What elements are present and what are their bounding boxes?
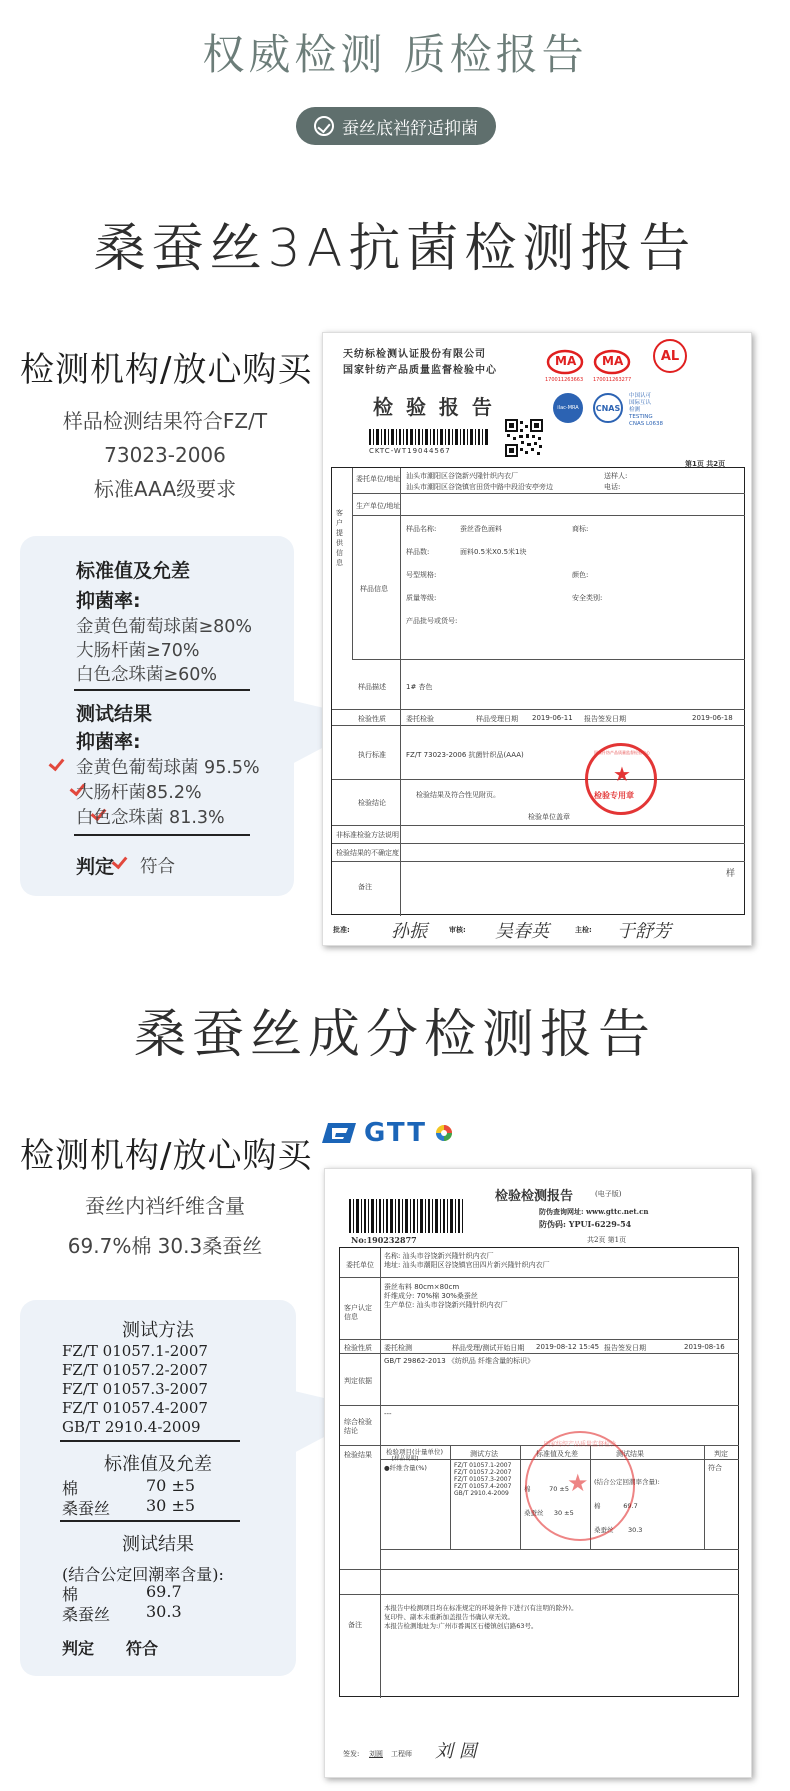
client-address: 汕头市潮阳区谷饶镇官田货中路中段沿安亭旁边	[406, 483, 553, 491]
table-row	[352, 516, 745, 660]
spec-label: 号型规格:	[406, 571, 437, 579]
res-item: 白色念珠菌 81.3%	[76, 808, 225, 828]
std-value: FZ/T 73023-2006 抗菌针织品(AAA)	[406, 751, 524, 759]
table-row	[332, 660, 745, 710]
gtt-mark-icon	[322, 1121, 356, 1145]
verdict-value: 符合	[126, 1639, 159, 1658]
antibacterial-card	[20, 536, 294, 896]
result-value: (结合公定回潮率含量):	[594, 1478, 660, 1486]
uncert-label: 检验结果的不确定度	[336, 849, 399, 857]
col-std: 标准值及允差	[536, 1450, 578, 1458]
feature-pill	[296, 107, 496, 145]
method-title: 测试方法	[122, 1320, 194, 1341]
std-sub: 抑菌率:	[76, 590, 141, 612]
concl-value: ---	[384, 1410, 392, 1418]
phone-label: 电话:	[604, 483, 621, 491]
client-value: 汕头市潮阳区谷饶新兴隆针织内衣厂	[406, 472, 518, 480]
client-label: 委托单位/地址	[356, 475, 401, 483]
desc-value: 1# 杏色	[406, 683, 433, 691]
sign-name: 刘圆	[369, 1750, 383, 1758]
doc-title: 检 验 报 告	[373, 395, 495, 419]
method-item: FZ/T 01057.3-2007	[62, 1380, 208, 1398]
result-label: 检验结果	[344, 1451, 372, 1459]
res-note: (结合公定回潮率含量):	[62, 1565, 224, 1584]
main-signature: 于舒芳	[617, 921, 671, 942]
recv-label: 样品受理/测试开始日期	[452, 1344, 525, 1352]
gtt-logo-text: GTT	[364, 1118, 427, 1148]
result-value: 桑蚕丝 30.3	[594, 1526, 643, 1534]
approve-signature: 孙振	[391, 921, 427, 942]
ma-number: 170011263277	[593, 377, 632, 383]
info-label: 客户认定信息	[344, 1304, 372, 1321]
desc-line: 样品检测结果符合FZ/T	[62, 409, 268, 433]
qty-label: 样品数:	[406, 548, 430, 556]
inspection-stamp	[525, 1431, 635, 1541]
cnas-line: 国际互认	[629, 400, 652, 406]
client-label: 委托单位	[346, 1261, 374, 1269]
judge-value: 符合	[708, 1464, 722, 1472]
gtt-logo	[322, 1118, 453, 1148]
main-label: 主检:	[575, 926, 592, 934]
res-sub: 抑菌率:	[76, 731, 141, 753]
report-number: No:190232877	[351, 1235, 417, 1245]
concl-value: 检验结果及符合性见附页。	[416, 791, 500, 799]
verdict-value: 符合	[140, 857, 175, 877]
divider	[60, 1520, 240, 1522]
star-icon: ★	[613, 762, 631, 786]
maker-label: 生产单位/地址	[356, 502, 401, 510]
ma-number: 170011263663	[545, 377, 584, 383]
check-circle-icon	[314, 116, 334, 136]
composition-card	[20, 1300, 296, 1676]
cnas-text	[629, 393, 663, 428]
org-name-2: 国家针纺产品质量监督检验中心	[343, 365, 497, 376]
ma-mark: MA	[555, 354, 577, 368]
type-label: 检验性质	[358, 715, 386, 723]
method-item: GB/T 2910.4-2009	[62, 1418, 201, 1436]
section1-title: 桑蚕丝3A抗菌检测报告	[93, 219, 697, 279]
org-name: 天纺标检测认证股份有限公司	[343, 349, 486, 360]
remark-line: 本报告检测地址为:广州市番禺区石楼镇创启路63号。	[384, 1622, 538, 1630]
section1-agency: 检测机构/放心购买	[20, 350, 313, 390]
nonstd-label: 非标准检验方法说明	[336, 831, 399, 839]
side-char: 样	[726, 869, 736, 879]
issue-value: 2019-06-18	[692, 714, 733, 722]
method-value: FZ/T 01057.3-2007	[454, 1476, 512, 1483]
res-value: 30.3	[146, 1602, 182, 1621]
divider	[60, 1440, 240, 1442]
method-value: FZ/T 01057.4-2007	[454, 1483, 512, 1490]
result-value: 棉 69.7	[594, 1502, 638, 1510]
qr-code	[505, 419, 543, 457]
client-group-label: 客户提供信息	[336, 509, 343, 567]
remark-line: 复印件、副本未重新加盖报告书确认章无效。	[384, 1613, 514, 1621]
method-value: FZ/T 01057.1-2007	[454, 1462, 512, 1469]
table-line	[400, 808, 401, 916]
divider	[74, 689, 250, 691]
col-judge: 判定	[714, 1450, 728, 1458]
qty-value: 面料0.5米X0.5米1块	[460, 548, 527, 556]
stamp-ring-text: 国家针纺产品质量监督检验中心	[594, 750, 650, 755]
remark-line: 本报告中检测项目均在标准规定的环境条件下进行(有注明的除外)。	[384, 1604, 578, 1612]
issue-label: 报告签发日期	[604, 1344, 646, 1352]
type-value: 委托检测	[384, 1344, 412, 1352]
stamp-ring-text: 国家纺织产品质量监督检验	[543, 1441, 616, 1448]
safety-label: 安全类别:	[572, 594, 603, 602]
method-item: FZ/T 01057.1-2007	[62, 1342, 208, 1360]
section1-desc	[20, 404, 310, 506]
res-item: 大肠杆菌85.2%	[76, 783, 202, 803]
std-value: 70 ±5	[146, 1476, 196, 1495]
concl-label: 综合检验结论	[344, 1418, 372, 1435]
color-label: 颜色:	[572, 571, 589, 579]
cnas-logo: CNAS	[593, 393, 623, 423]
info-label: 样品信息	[360, 585, 388, 593]
inspection-stamp	[585, 743, 657, 815]
method-value: GB/T 2910.4-2009	[454, 1490, 509, 1497]
info-line: 纤维成分: 70%棉 30%桑蚕丝	[384, 1292, 478, 1300]
method-item: FZ/T 01057.2-2007	[62, 1361, 208, 1379]
res-name: 桑蚕丝	[62, 1605, 111, 1624]
sign-label: 签发:	[343, 1750, 360, 1758]
brand-label: 商标:	[572, 525, 589, 533]
barcode	[369, 429, 489, 445]
page-number: 第1页 共2页	[685, 460, 726, 468]
std-name: 棉	[62, 1479, 79, 1498]
res-name: 棉	[62, 1585, 79, 1604]
stamp-text: 检验专用章	[594, 791, 634, 800]
verdict-label: 判定	[62, 1639, 95, 1658]
cnas-line: 检测	[629, 407, 641, 413]
section2-title: 桑蚕丝成分检测报告	[133, 1005, 656, 1065]
star-icon: ★	[567, 1469, 589, 1497]
std-item: 白色念珠菌≥60%	[76, 665, 218, 685]
desc-line: 标准AAA级要求	[93, 477, 237, 501]
antibacterial-report-document	[322, 332, 752, 946]
remarks	[384, 1604, 578, 1631]
desc-line: 蚕丝内裆纤维含量	[85, 1194, 245, 1218]
desc-line: 69.7%棉 30.3桑蚕丝	[67, 1234, 263, 1258]
remark-label: 备注	[358, 883, 372, 891]
item-value: ●纤维含量(%)	[384, 1464, 427, 1472]
std-item: 大肠杆菌≥70%	[76, 641, 200, 661]
contact-label: 送样人:	[604, 472, 628, 480]
res-item: 金黄色葡萄球菌 95.5%	[76, 758, 260, 778]
basis-value: GB/T 29862-2013 《纺织品 纤维含量的标识》	[384, 1357, 535, 1365]
std-item: 金黄色葡萄球菌≥80%	[76, 617, 253, 637]
ma-mark: MA	[602, 354, 624, 368]
cnas-line: TESTING	[629, 414, 653, 420]
review-signature: 吴春英	[495, 921, 549, 942]
report-table	[331, 467, 745, 915]
name-value: 蚕丝香色面料	[460, 525, 502, 533]
table-row	[340, 1550, 739, 1570]
res-value: 69.7	[146, 1582, 182, 1601]
table-row	[340, 1594, 739, 1595]
query-url: 防伪查询网址: www.gttc.net.cn	[539, 1207, 649, 1216]
recv-value: 2019-06-11	[532, 714, 573, 722]
check-icon	[48, 756, 64, 772]
barcode	[349, 1199, 469, 1233]
std-label: 执行标准	[358, 751, 386, 759]
ilac-logo: ilac-MRA	[553, 393, 583, 423]
recv-label: 样品受理日期	[476, 715, 518, 723]
col-method: 测试方法	[470, 1450, 498, 1458]
cal-mark: AL	[653, 339, 687, 373]
cnas-line: 中国认可	[629, 393, 652, 399]
method-item: FZ/T 01057.4-2007	[62, 1399, 208, 1417]
std-title: 标准值及允差	[76, 560, 191, 582]
std-name: 桑蚕丝	[62, 1499, 111, 1518]
gtt-color-wheel-icon	[435, 1124, 453, 1142]
desc-line: 73023-2006	[104, 443, 226, 467]
issue-value: 2019-08-16	[684, 1343, 725, 1351]
client-name: 名称: 汕头市谷饶新兴隆针织内衣厂	[384, 1252, 494, 1260]
verdict-label: 判定	[76, 856, 115, 878]
approve-label: 批准:	[333, 926, 350, 934]
feature-pill-label: 蚕丝底裆舒适抑菌	[342, 118, 478, 139]
composition-report-document	[324, 1168, 752, 1778]
concl-stamp-label: 检验单位盖章	[528, 813, 570, 821]
doc-edition: (电子版)	[595, 1190, 622, 1198]
basis-label: 判定依据	[344, 1377, 372, 1385]
sign-title: 工程师	[391, 1750, 412, 1758]
desc-label: 样品描述	[358, 683, 386, 691]
section2-agency: 检测机构/放心购买	[20, 1136, 313, 1176]
table-row	[352, 494, 745, 516]
method-list	[62, 1342, 208, 1437]
name-label: 样品名称:	[406, 525, 437, 533]
remark-label: 备注	[348, 1621, 362, 1629]
recv-value: 2019-08-12 15:45	[536, 1343, 600, 1351]
security-code: 防伪码: YPUI-6229-54	[539, 1219, 632, 1229]
barcode-text: CKTC-WT19044567	[369, 447, 451, 455]
col-item-2: [样品说明]	[392, 1456, 419, 1462]
std-value: 棉 70 ±5	[524, 1485, 570, 1493]
std-value: 30 ±5	[146, 1496, 196, 1515]
col-item: 检验项目(计量单位)	[386, 1448, 444, 1456]
res-title: 测试结果	[76, 703, 153, 725]
signature: 刘 圆	[435, 1741, 477, 1762]
type-value: 委托检验	[406, 715, 434, 723]
client-address: 地址: 汕头市潮阳区谷饶镇官田四片新兴隆针织内衣厂	[384, 1261, 550, 1269]
cnas-line: CNAS L0638	[629, 421, 664, 427]
method-value: FZ/T 01057.2-2007	[454, 1469, 512, 1476]
table-row	[332, 726, 745, 780]
info-line: 蚕丝布料 80cm×80cm	[384, 1283, 460, 1291]
std-title: 标准值及允差	[104, 1454, 212, 1475]
doc-title: 检验检测报告	[495, 1189, 574, 1204]
type-label: 检验性质	[344, 1344, 372, 1352]
page-number: 共2页 第1页	[587, 1236, 627, 1244]
std-value: 桑蚕丝 30 ±5	[524, 1509, 574, 1517]
section2-desc	[20, 1186, 310, 1266]
batch-label: 产品批号或货号:	[406, 617, 458, 625]
info-line: 生产单位: 汕头市谷饶新兴隆针织内衣厂	[384, 1301, 508, 1309]
issue-label: 报告签发日期	[584, 715, 626, 723]
concl-label: 检验结论	[358, 799, 386, 807]
grade-label: 质量等级:	[406, 594, 437, 602]
review-label: 审核:	[449, 926, 466, 934]
col-result: 测试结果	[616, 1450, 644, 1458]
page-title: 权威检测 质检报告	[202, 30, 588, 79]
res-title: 测试结果	[122, 1534, 194, 1555]
divider	[74, 834, 250, 836]
